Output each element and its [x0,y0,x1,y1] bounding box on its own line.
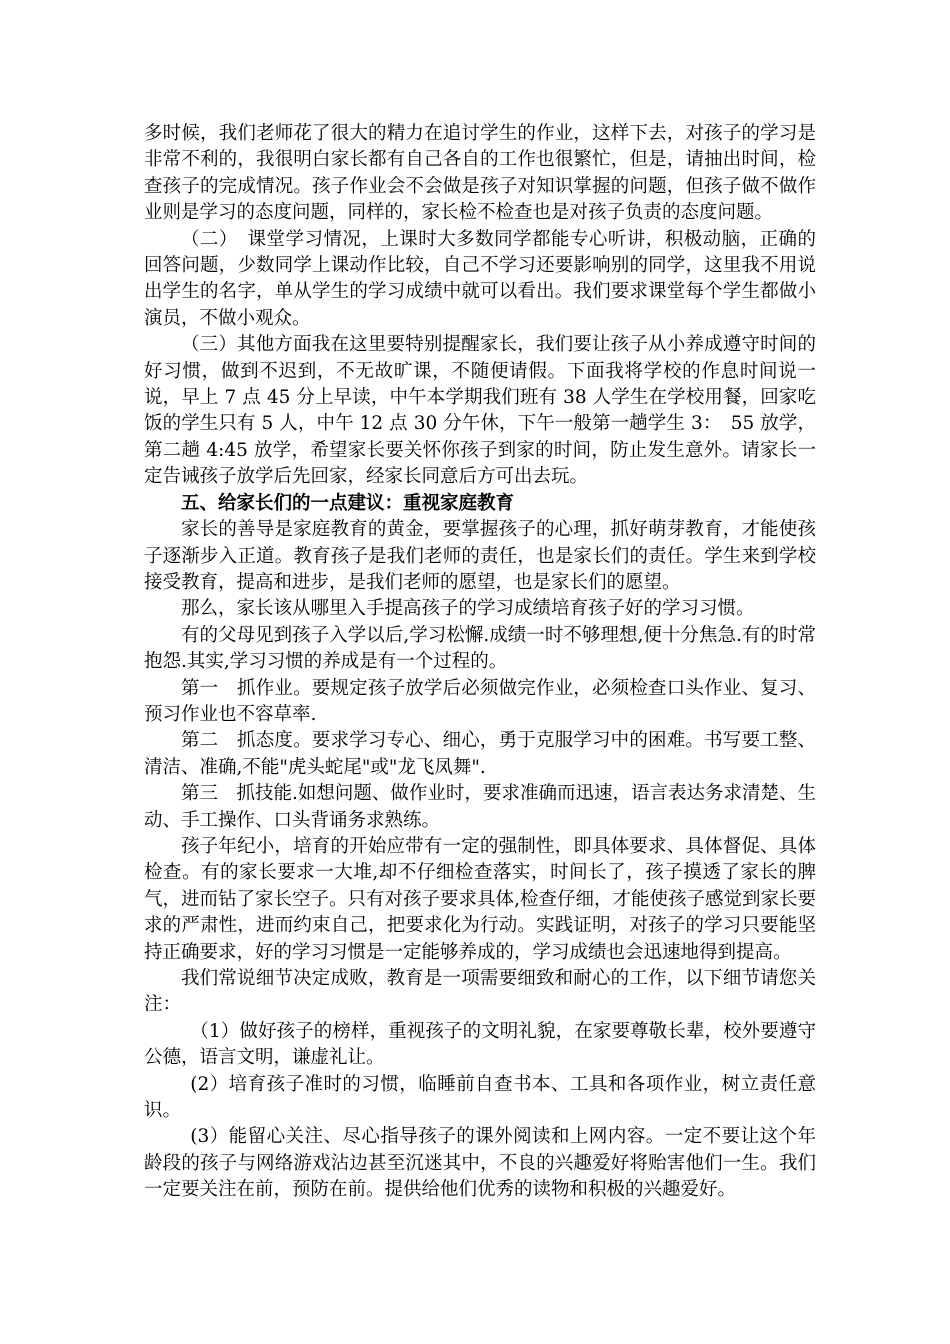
paragraph-strict-requirements: 孩子年纪小，培育的开始应带有一定的强制性，即具体要求、具体督促、具体检查。有的家长要求一大堆,却不仔细检查落实，时间长了，孩子摸透了家长的脾气，进而钻了家长空子。只有对孩子要求具体,检查仔细，才能使孩子感觉到家长要求的严肃性，进而约束自己，把要求化为行动。实践证明，对孩子的学习只要能坚持正确要求，好的学习习惯是一定能够养成的，学习成绩也会迅速地得到提高。 [144,835,816,963]
paragraph-parents-worry: 有的父母见到孩子入学以后,学习松懈.成绩一时不够理想,便十分焦急.有的时常抱怨.其实,学习习惯的养成是有一个过程的。 [144,624,816,673]
list-item-role-model: （1）做好孩子的榜样，重视孩子的文明礼貌，在家要尊敬长辈，校外要遵守公德，语言文明，谦虚礼让。 [144,1020,816,1069]
paragraph-point-attitude: 第二 抓态度。要求学习专心、细心，勇于克服学习中的困难。书写要工整、清洁、准确,不能"虎头蛇尾"或"龙飞凤舞". [144,730,816,778]
paragraph-point-homework: 第一 抓作业。要规定孩子放学后必须做完作业，必须检查口头作业、复习、预习作业也不容草率. [144,677,816,725]
paragraph-point-skills: 第三 抓技能.如想问题、做作业时，要求准确而迅速，语言表达务求清楚、生动、手工操作、口头背诵务求熟练。 [144,783,816,831]
paragraph-other-aspects: （三）其他方面我在这里要特别提醒家长，我们要让孩子从小养成遵守时间的好习惯，做到不迟到，不无故旷课，不随便请假。下面我将学校的作息时间说一说，早上 7 点 45 分上早读，中午本学期我们班有 38 人学生在学校用餐，回家吃饭的学生只有 5 人，中午 12 点 30 分午休，下午一般第一趟学生 3： 55 放学，第二趟 4:45 放学，希望家长要关怀你孩子到家的时间，防止发生意外。请家长一定告诫孩子放学后先回家，经家长同意后方可出去玩。 [144,334,816,488]
document-page [144,121,816,1204]
paragraph-details-intro: 我们常说细节决定成败，教育是一项需要细致和耐心的工作，以下细节请您关注： [144,968,816,1016]
paragraph-continuation: 多时候，我们老师花了很大的精力在追讨学生的作业，这样下去，对孩子的学习是非常不利的，我很明白家长都有自己各自的工作也很繁忙，但是，请抽出时间，检查孩子的完成情况。孩子作业会不会做是孩子对知识掌握的问题，但孩子做不做作业则是学习的态度问题，同样的，家长检不检查也是对孩子负责的态度问题。 [144,123,816,224]
paragraph-classroom-situation: （二） 课堂学习情况，上课时大多数同学都能专心听讲，积极动脑，正确的回答问题，少数同学上课动作比较，自己不学习还要影响别的同学，这里我不用说出学生的名字，单从学生的学习成绩中就可以看出。我们要求课堂每个学生都做小演员，不做小观众。 [144,228,816,329]
paragraph-family-education: 家长的善导是家庭教育的黄金，要掌握孩子的心理，抓好萌芽教育，才能使孩子逐渐步入正道。教育孩子是我们老师的责任，也是家长们的责任。学生来到学校接受教育，提高和进步，是我们老师的愿望，也是家长们的愿望。 [144,519,816,593]
list-item-punctuality: (2）培育孩子准时的习惯，临睡前自查书本、工具和各项作业，树立责任意识。 [144,1073,816,1122]
paragraph-how-to-start: 那么，家长该从哪里入手提高孩子的学习成绩培育孩子好的学习习惯。 [181,598,755,620]
list-item-reading-internet: (3）能留心关注、尽心指导孩子的课外阅读和上网内容。一定不要让这个年龄段的孩子与网络游戏沾边甚至沉迷其中，不良的兴趣爱好将贻害他们一生。我们一定要关注在前，预防在前。提供给他们优秀的读物和积极的兴趣爱好。 [144,1126,816,1201]
section-heading-advice: 五、给家长们的一点建议：重视家庭教育 [181,492,515,514]
